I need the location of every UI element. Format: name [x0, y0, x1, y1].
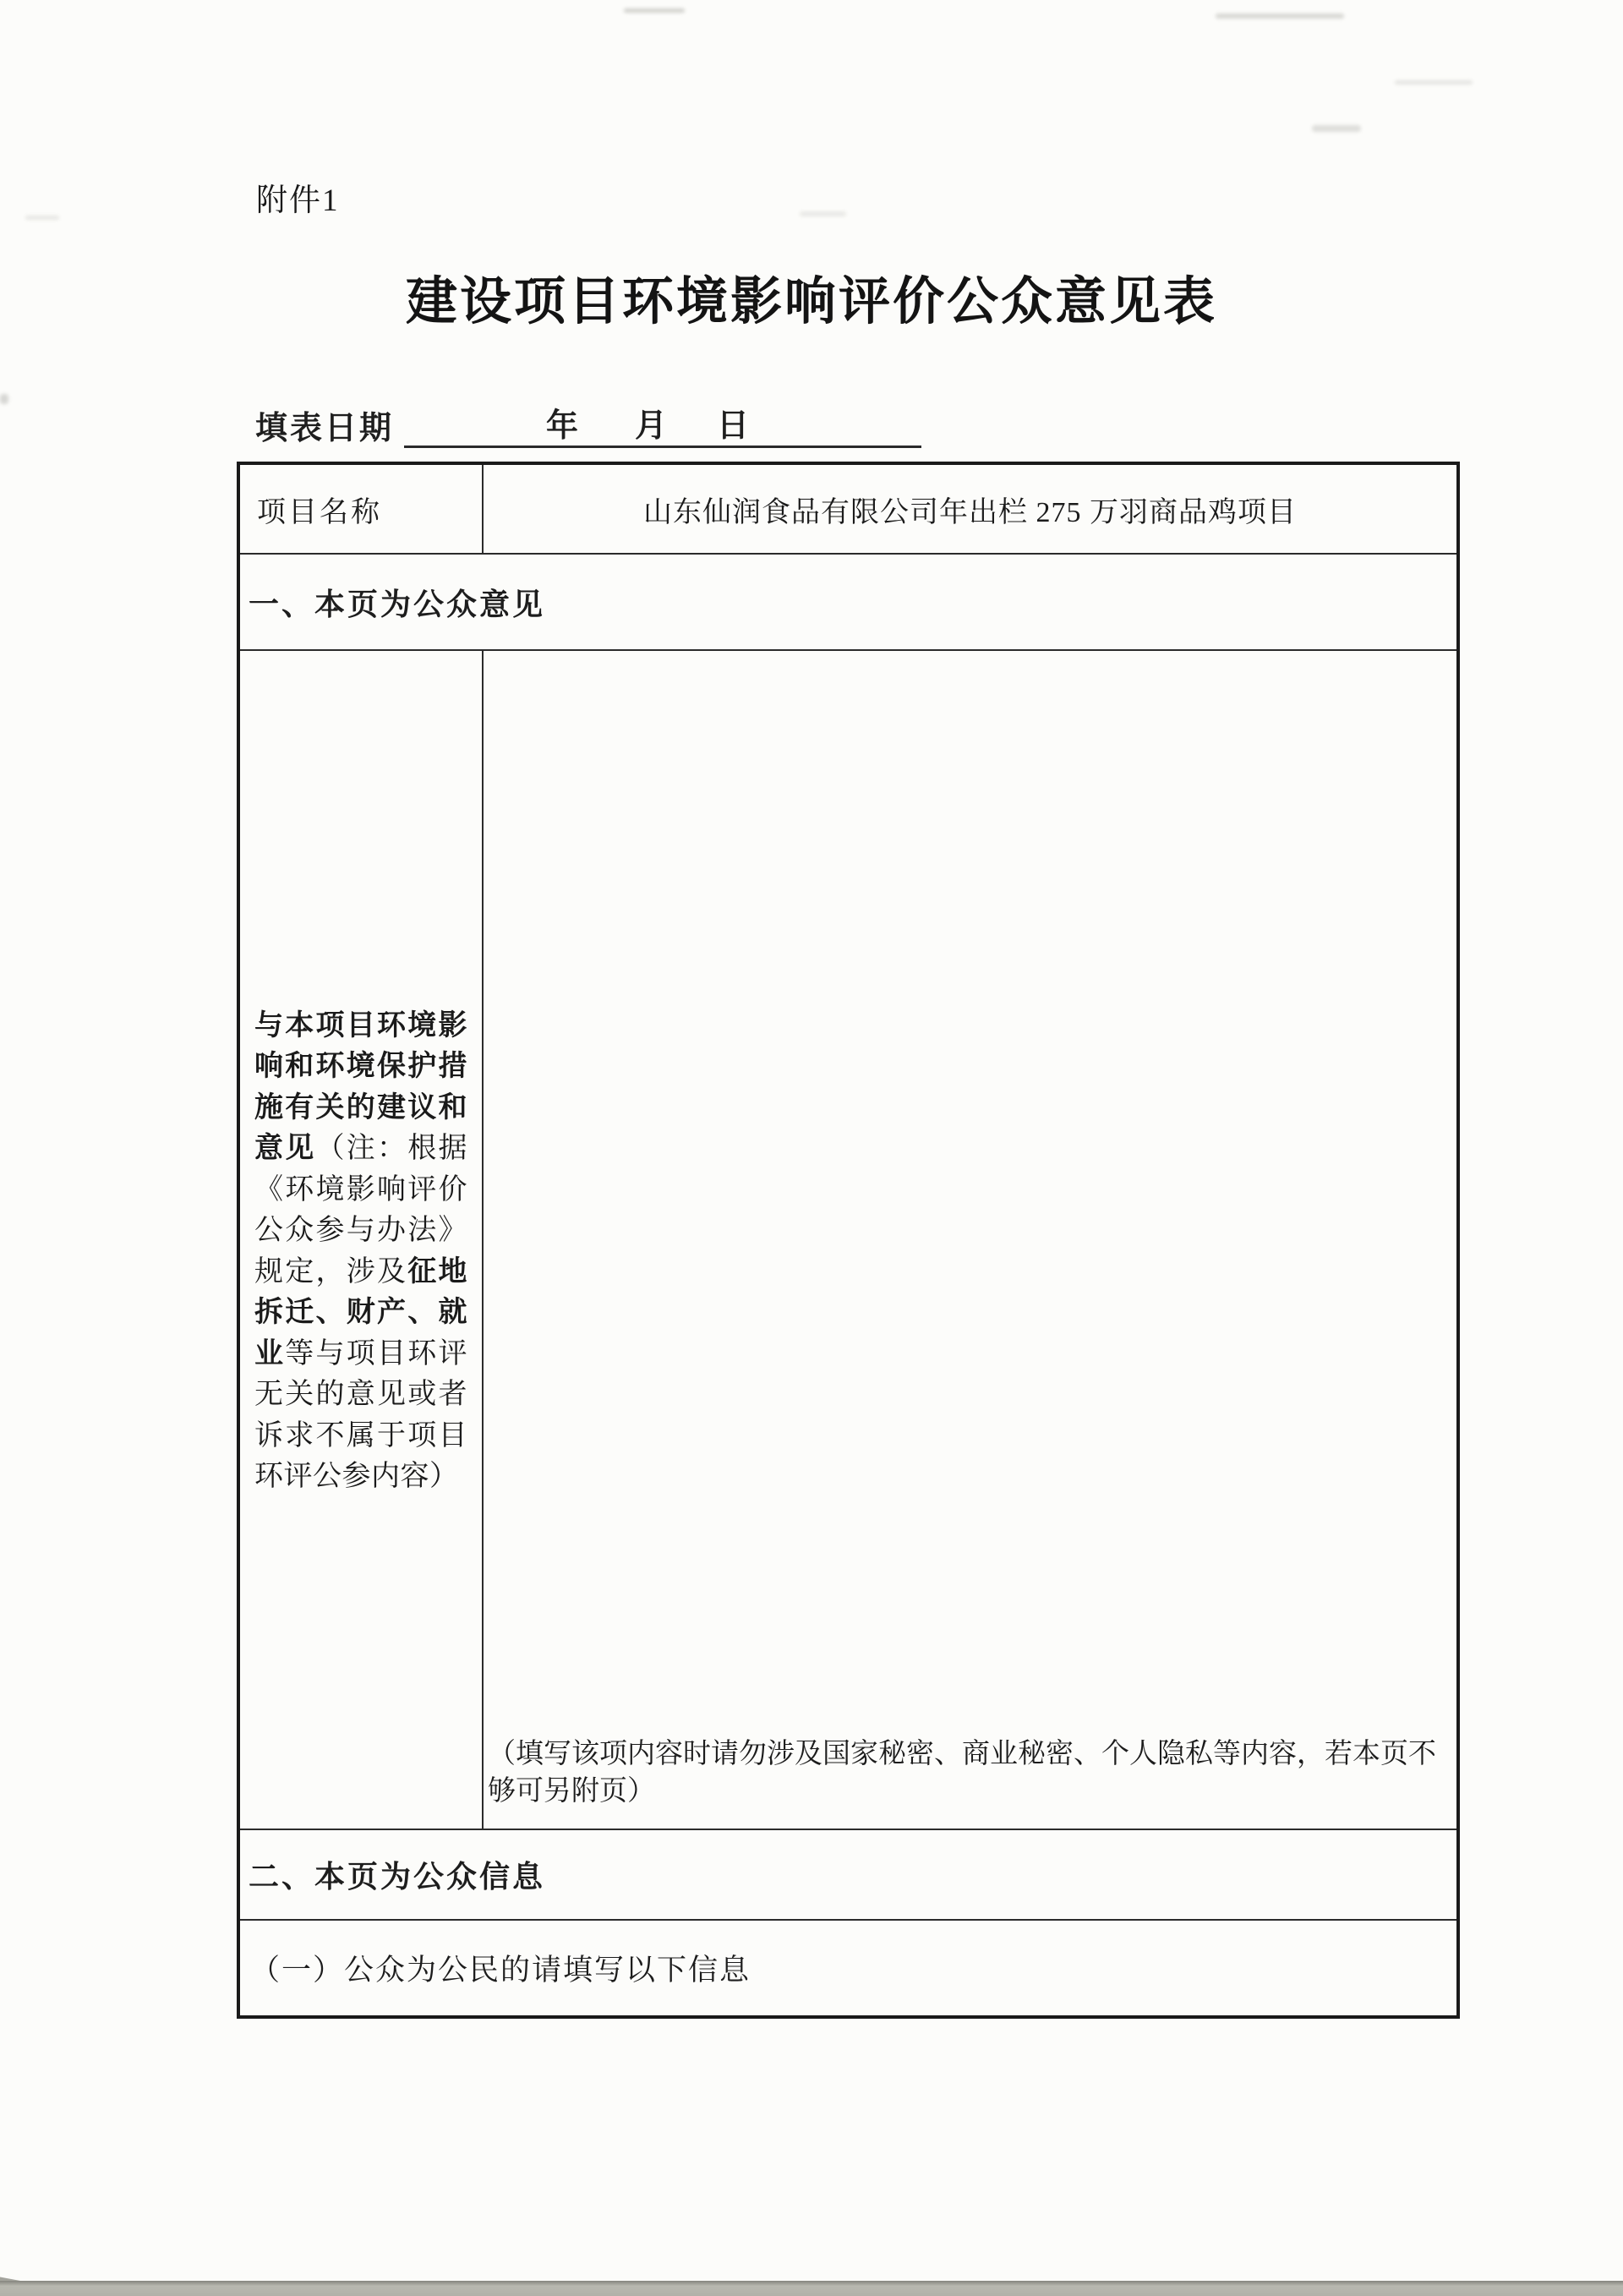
scan-smudge: [1312, 125, 1361, 132]
date-day-label: 日: [717, 408, 752, 444]
opinion-note: （填写该项内容时请勿涉及国家秘密、商业秘密、个人隐私等内容，若本页不够可另附页）: [488, 1739, 1436, 1807]
date-line: [255, 399, 921, 448]
section1-header: 一、本页为公众意见: [249, 586, 546, 621]
opinion-label: [254, 1006, 467, 1498]
opinion-label-segment: （注：根据《环境影响评价公众参与办法》规定，涉及: [254, 1133, 467, 1287]
scanner-edge-strip: [0, 2281, 1623, 2296]
date-blank-underline: [404, 399, 921, 448]
section2-sub-row: [240, 1921, 1456, 2015]
opinion-label-segment: 征地拆迁、财产、就业: [254, 1255, 467, 1369]
opinion-label-cell: [240, 651, 482, 1829]
date-label: 填表日期: [255, 411, 395, 446]
date-year-label: 年: [546, 408, 582, 444]
scan-smudge: [624, 8, 685, 13]
project-name-label-cell: [240, 465, 482, 553]
opinion-label-segment: 等与项目环评无关的意见或者诉求不属于项目环评公参内容）: [254, 1337, 467, 1492]
form-table: [237, 462, 1460, 2019]
section2-subheader: （一）公众为公民的请填写以下信息: [250, 1954, 751, 1987]
scan-smudge: [25, 216, 59, 220]
section2-header: 二、本页为公众信息: [249, 1859, 546, 1894]
project-name-label: 项目名称: [257, 496, 382, 528]
scan-smudge: [1216, 14, 1344, 19]
project-name-value-cell: [484, 465, 1456, 553]
opinion-content-cell: [484, 651, 1456, 1829]
opinion-label-segment: 与本项目环境影响和环境保护措施有关的建议和意见: [254, 1009, 467, 1164]
attachment-label: 附件1: [256, 183, 340, 218]
scan-smudge: [1395, 80, 1473, 85]
page-title: 建设项目环境影响评价公众意见表: [405, 274, 1217, 331]
section2-header-row: [240, 1830, 1456, 1919]
date-month-label: 月: [635, 408, 670, 444]
scan-smudge: [0, 394, 8, 404]
scan-smudge: [800, 211, 846, 216]
project-name-value: 山东仙润食品有限公司年出栏 275 万羽商品鸡项目: [643, 496, 1297, 528]
section1-header-row: [240, 555, 1456, 649]
